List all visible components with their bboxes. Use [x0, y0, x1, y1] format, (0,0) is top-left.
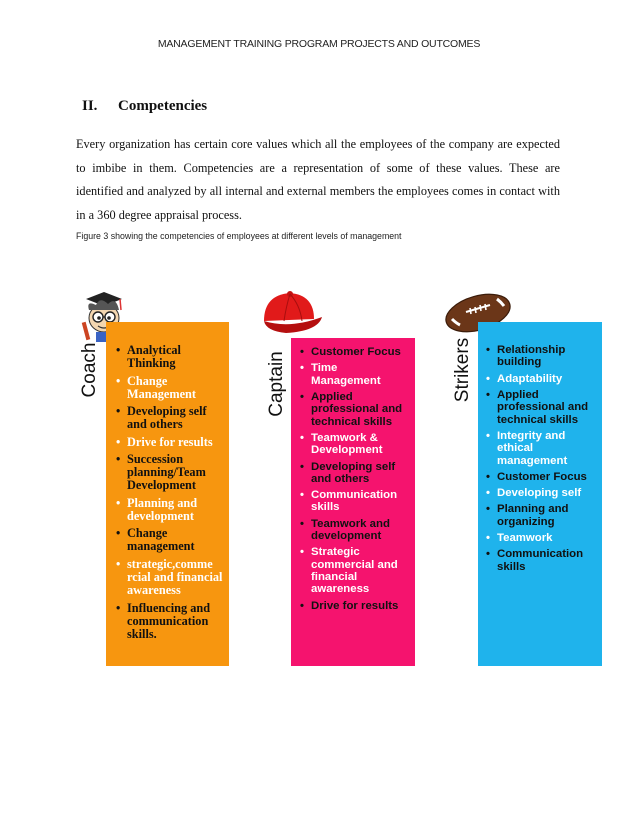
captain-label: Captain: [266, 351, 287, 417]
bullet-marker: •: [116, 526, 121, 541]
competency-item: [116, 375, 223, 402]
bullet-marker: •: [486, 429, 490, 442]
competency-item: [486, 389, 596, 426]
competency-item: [486, 532, 596, 544]
bullet-marker: •: [486, 372, 490, 385]
competency-item: [300, 600, 409, 612]
competency-text: Developing self and others: [311, 460, 396, 485]
bullet-marker: •: [300, 517, 304, 530]
coach-competency-list: [116, 344, 223, 641]
competency-text: Drive for results: [311, 599, 399, 612]
competency-item: [300, 432, 409, 457]
competency-item: [116, 453, 223, 493]
strikers-label: Strikers: [452, 337, 473, 403]
competency-text: Teamwork & Development: [311, 431, 383, 457]
competency-item: [300, 362, 409, 387]
competency-item: [486, 487, 596, 499]
competency-text: Planning and development: [127, 495, 198, 523]
competency-text: Planning and organizing: [497, 503, 569, 528]
competency-item: [116, 405, 223, 432]
competency-text: Influencing and communication skills.: [127, 600, 211, 642]
competency-item: [300, 489, 409, 514]
competency-text: Succession planning/Team Development: [127, 451, 206, 493]
competency-text: Change Management: [127, 373, 196, 401]
bullet-marker: •: [116, 600, 121, 615]
bullet-marker: •: [116, 451, 121, 466]
captain-panel: [291, 338, 415, 666]
competency-item: [300, 391, 409, 428]
competency-text: Customer Focus: [497, 470, 587, 483]
competency-text: Applied professional and technical skills: [311, 390, 403, 428]
bullet-marker: •: [116, 343, 121, 357]
bullet-marker: •: [116, 434, 121, 449]
coach-panel: [106, 322, 229, 666]
strikers-panel: [478, 322, 602, 666]
coach-label: Coach: [79, 342, 100, 398]
competency-item: [486, 548, 596, 573]
body-paragraph: Every organization has certain core values which all the employees of the company are expected to imbibe in them. Competencies are a representation of some of these values. These are identified and analyzed by all internal and external members the employees comes in contact with in a 360 degree appraisal process.: [76, 137, 560, 222]
competency-text: Developing self and others: [127, 404, 207, 432]
competency-item: [300, 346, 409, 358]
competency-text: Customer Focus: [311, 346, 401, 358]
competency-text: Relationship building: [497, 344, 566, 369]
competency-item: [486, 503, 596, 528]
bullet-marker: •: [486, 503, 490, 516]
competency-text: strategic,comme rcial and financial awareness: [127, 556, 223, 598]
competency-item: [116, 558, 223, 598]
competency-text: Analytical Thinking: [127, 343, 181, 371]
competency-item: [300, 461, 409, 486]
competency-item: [116, 527, 223, 554]
bullet-marker: •: [486, 344, 490, 356]
bullet-marker: •: [486, 487, 490, 500]
section-number: II.: [82, 98, 98, 114]
competency-item: [486, 373, 596, 385]
competency-text: Developing self: [497, 487, 582, 500]
bullet-marker: •: [486, 532, 490, 545]
competency-text: Applied professional and technical skills: [497, 388, 589, 426]
bullet-marker: •: [300, 460, 304, 473]
captain-competency-list: [300, 346, 409, 612]
competency-item: [300, 546, 409, 595]
competency-text: Drive for results: [127, 434, 213, 449]
competency-item: [486, 430, 596, 467]
red-cap-icon: [256, 287, 324, 337]
competency-text: Change management: [127, 526, 195, 554]
competency-item: [116, 344, 223, 371]
strikers-competency-list: [486, 344, 596, 573]
bullet-marker: •: [116, 495, 121, 510]
page-header: MANAGEMENT TRAINING PROGRAM PROJECTS AND OUTCOMES: [157, 38, 481, 50]
bullet-marker: •: [300, 362, 304, 375]
competency-text: Adaptability: [497, 372, 563, 385]
bullet-marker: •: [300, 599, 304, 612]
competency-item: [116, 436, 223, 449]
competency-text: Communication skills: [497, 548, 584, 573]
figure-caption: Figure 3 showing the competencies of employees at different levels of management: [76, 231, 402, 241]
competency-item: [116, 497, 223, 524]
bullet-marker: •: [116, 373, 121, 388]
bullet-marker: •: [300, 346, 304, 358]
competency-item: [300, 518, 409, 543]
bullet-marker: •: [116, 404, 121, 419]
bullet-marker: •: [486, 470, 490, 483]
bullet-marker: •: [300, 489, 304, 502]
competency-text: Strategic commercial and financial awareness: [311, 546, 398, 596]
competency-item: [486, 471, 596, 483]
competency-text: Communication skills: [311, 489, 398, 514]
section-title: Competencies: [118, 98, 208, 114]
competency-item: [486, 344, 596, 369]
bullet-marker: •: [300, 546, 304, 559]
bullet-marker: •: [300, 431, 304, 444]
competency-item: [116, 602, 223, 642]
bullet-marker: •: [486, 548, 490, 561]
section-heading: [82, 98, 207, 115]
bullet-marker: •: [486, 388, 490, 401]
bullet-marker: •: [116, 556, 121, 571]
competency-text: Teamwork and development: [311, 517, 390, 543]
competency-text: Time Management: [311, 362, 381, 387]
bullet-marker: •: [300, 390, 304, 403]
competency-text: Integrity and ethical management: [497, 429, 568, 467]
competency-text: Teamwork: [497, 532, 553, 545]
